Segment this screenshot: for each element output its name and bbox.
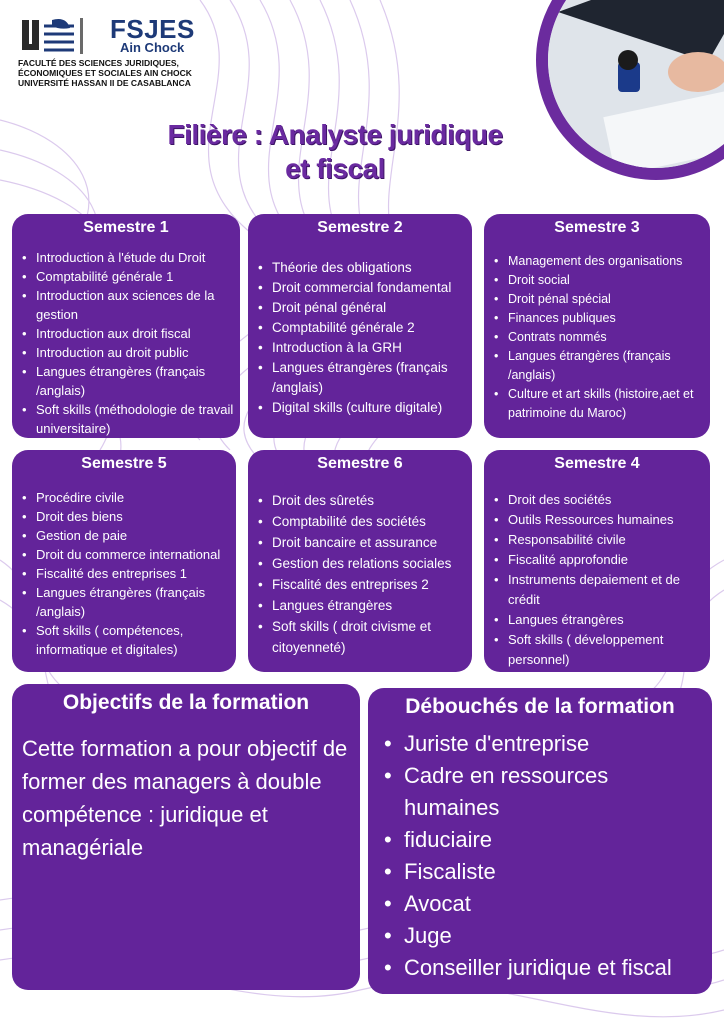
course-item: • Droit des sûretés	[258, 490, 466, 511]
course-item: • Droit du commerce international	[22, 545, 230, 564]
logo-faculty-text	[18, 58, 218, 88]
title-line: Filière : Analyste juridique	[167, 119, 503, 150]
course-item: • Introduction à la GRH	[258, 338, 466, 358]
semester-card-4	[484, 450, 710, 672]
university-emblem-icon	[18, 14, 106, 58]
course-item: • Comptabilité générale 2	[258, 318, 466, 338]
title-line: et fiscal	[285, 153, 385, 184]
course-item: • Théorie des obligations	[258, 258, 466, 278]
logo-name: FSJES	[110, 14, 195, 44]
semester-heading: Semestre 3	[554, 219, 640, 236]
semester-heading: Semestre 1	[83, 219, 169, 236]
semester-card-3	[484, 214, 710, 438]
course-item: • Langues étrangères (français /anglais)	[22, 362, 234, 400]
course-item: • Droit des biens	[22, 507, 230, 526]
semester-course-list	[258, 490, 466, 658]
course-item: • Introduction aux sciences de la gestion	[22, 286, 234, 324]
course-item: • Soft skills ( développement personnel)	[494, 630, 704, 670]
photo-illustration-icon	[548, 0, 724, 180]
course-item: • Contrats nommés	[494, 328, 704, 347]
debouches-list	[384, 728, 704, 984]
course-item: • Fiscalité des entreprises 2	[258, 574, 466, 595]
semester-card-1	[12, 214, 240, 438]
semester-card-5	[12, 450, 236, 672]
course-item: • Droit bancaire et assurance	[258, 532, 466, 553]
logo-faculty-line: ÉCONOMIQUES ET SOCIALES AIN CHOCK	[18, 68, 192, 78]
semester-course-list	[22, 488, 230, 659]
course-item: • Droit social	[494, 271, 704, 290]
course-item: • Comptabilité générale 1	[22, 267, 234, 286]
debouche-item: • Cadre en ressources humaines	[384, 760, 704, 824]
semester-heading: Semestre 2	[317, 219, 403, 236]
page-title	[130, 118, 540, 186]
semester-card-2	[248, 214, 472, 438]
course-item: • Finances publiques	[494, 309, 704, 328]
course-item: • Droit des sociétés	[494, 490, 704, 510]
logo-faculty-line: FACULTÉ DES SCIENCES JURIDIQUES,	[18, 58, 179, 68]
course-item: • Procédire civile	[22, 488, 230, 507]
course-item: • Introduction aux droit fiscal	[22, 324, 234, 343]
faculty-logo	[14, 12, 214, 92]
course-item: • Instruments depaiement et de crédit	[494, 570, 704, 610]
objectifs-panel	[12, 684, 360, 990]
course-item: • Fiscalité des entreprises 1	[22, 564, 230, 583]
debouches-heading: Débouchés de la formation	[405, 695, 675, 718]
course-item: • Droit pénal spécial	[494, 290, 704, 309]
course-item: • Langues étrangères	[494, 610, 704, 630]
course-item: • Soft skills ( droit civisme et citoyenneté)	[258, 616, 466, 658]
debouche-item: • Juge	[384, 920, 704, 952]
course-item: • Management des organisations	[494, 252, 704, 271]
course-item: • Digital skills (culture digitale)	[258, 398, 466, 418]
course-item: • Soft skills (méthodologie de travail universitaire)	[22, 400, 234, 438]
objectifs-text: Cette formation a pour objectif de former des managers à double compétence : juridique et managériale	[22, 736, 348, 860]
course-item: • Droit pénal général	[258, 298, 466, 318]
course-item: • Langues étrangères (français /anglais)	[494, 347, 704, 385]
semester-course-list	[494, 490, 704, 670]
course-item: • Droit commercial fondamental	[258, 278, 466, 298]
course-item: • Langues étrangères (français /anglais)	[22, 583, 230, 621]
semester-card-6	[248, 450, 472, 672]
debouche-item: • Juriste d'entreprise	[384, 728, 704, 760]
course-item: • Langues étrangères	[258, 595, 466, 616]
semester-course-list	[22, 248, 234, 438]
course-item: • Responsabilité civile	[494, 530, 704, 550]
semester-course-list	[258, 258, 466, 418]
semester-course-list	[494, 252, 704, 423]
course-item: • Soft skills ( compétences, informatique et digitales)	[22, 621, 230, 659]
course-item: • Introduction à l'étude du Droit	[22, 248, 234, 267]
semester-heading: Semestre 5	[81, 455, 167, 472]
course-item: • Culture et art skills (histoire,aet et patrimoine du Maroc)	[494, 385, 704, 423]
debouche-item: • Fiscaliste	[384, 856, 704, 888]
logo-campus: Ain Chock	[120, 40, 185, 55]
course-item: • Outils Ressources humaines	[494, 510, 704, 530]
debouche-item: • fiduciaire	[384, 824, 704, 856]
course-item: • Gestion des relations sociales	[258, 553, 466, 574]
stamp-document-photo	[536, 0, 724, 180]
debouche-item: • Conseiller juridique et fiscal	[384, 952, 704, 984]
course-item: • Introduction au droit public	[22, 343, 234, 362]
course-item: • Fiscalité approfondie	[494, 550, 704, 570]
debouche-item: • Avocat	[384, 888, 704, 920]
course-item: • Comptabilité des sociétés	[258, 511, 466, 532]
semester-heading: Semestre 6	[317, 455, 403, 472]
course-item: • Langues étrangères (français /anglais)	[258, 358, 466, 398]
objectifs-heading: Objectifs de la formation	[62, 691, 310, 714]
logo-faculty-line: UNIVERSITÉ HASSAN II DE CASABLANCA	[18, 78, 191, 88]
course-item: • Gestion de paie	[22, 526, 230, 545]
semester-heading: Semestre 4	[554, 455, 640, 472]
debouches-panel	[368, 688, 712, 994]
